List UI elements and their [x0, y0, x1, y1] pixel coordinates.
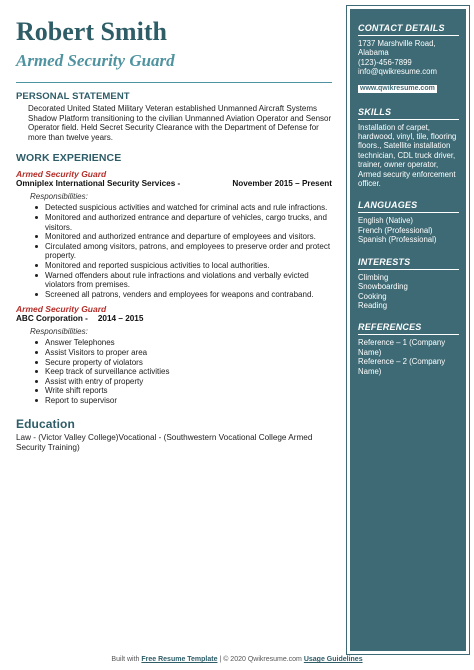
website-link[interactable]: www.qwikresume.com — [360, 84, 435, 92]
contact-section — [358, 23, 459, 95]
footer-copyright: | © 2020 Qwikresume.com — [217, 656, 304, 663]
languages-divider — [358, 212, 459, 213]
job-company-line — [16, 179, 332, 189]
references-title: REFERENCES — [358, 322, 422, 333]
skills-title: SKILLS — [358, 106, 392, 117]
list-item: Monitored and authorized entrance and departure of vehicles, cargo trucks, and visitors. — [45, 213, 332, 232]
candidate-name: Robert Smith — [16, 17, 167, 46]
job-entry — [16, 304, 332, 405]
footer — [0, 655, 474, 664]
list-item: Monitored and authorized entrance and departure of employees and visitors. — [45, 232, 332, 242]
list-item: Screened all patrons, venders and employees for weapons and contraband. — [45, 290, 332, 300]
references-section — [358, 322, 459, 376]
footer-prefix: Built with — [111, 656, 142, 663]
interest-item: Snowboarding — [358, 282, 408, 292]
languages-section — [358, 200, 459, 244]
interest-item: Climbing — [358, 272, 389, 282]
skills-text: Installation of carpet, hardwood, vinyl, tile, flooring floors., Satellite installation technician, CDL truck driver, trainer, owner operator, Armed security enforcement officer. — [358, 122, 457, 189]
language-item: English (Native) — [358, 216, 414, 226]
list-item: Write shift reports — [45, 386, 332, 396]
list-item: Answer Telephones — [45, 338, 332, 348]
free-resume-template-link[interactable]: Free Resume Template — [141, 656, 218, 663]
list-item: Report to supervisor — [45, 396, 332, 406]
list-item: Assist Visitors to proper area — [45, 348, 332, 358]
job-entry — [16, 169, 332, 299]
list-item: Keep track of surveillance activities — [45, 367, 332, 377]
list-item: Circulated among visitors, patrons, and employees to preserve order and protect property. — [45, 241, 331, 261]
language-item: French (Professional) — [358, 225, 433, 235]
personal-statement-section — [16, 91, 332, 142]
job-company: ABC Corporation - — [16, 314, 88, 324]
contact-phone: (123)-456-7899 — [358, 57, 412, 67]
job-title: Armed Security Guard — [16, 304, 107, 315]
main-column — [16, 18, 332, 453]
interest-item: Cooking — [358, 291, 387, 301]
list-item: Secure property of violators — [45, 358, 332, 368]
list-item: Monitored and reported suspicious activities to local authorities. — [45, 261, 332, 271]
contact-address-line: 1737 Marshville Road, — [358, 39, 436, 48]
personal-statement-title: PERSONAL STATEMENT — [16, 91, 130, 102]
list-item: Warned offenders about rule infractions and violations and verbally evicted violators from premises. — [45, 271, 332, 290]
usage-guidelines-link[interactable]: Usage Guidelines — [303, 656, 363, 663]
work-experience-title: WORK EXPERIENCE — [16, 152, 122, 165]
job-company-line — [16, 314, 332, 324]
contact-title: CONTACT DETAILS — [358, 23, 445, 33]
skills-section — [358, 107, 459, 189]
responsibilities-list — [16, 203, 332, 299]
job-title: Armed Security Guard — [16, 169, 107, 180]
job-dates: 2014 – 2015 — [97, 314, 144, 324]
responsibilities-list — [16, 338, 332, 405]
responsibilities-label: Responsibilities: — [30, 327, 88, 337]
interests-title: INTERESTS — [358, 256, 411, 267]
personal-statement-text: Decorated United Stated Military Veteran established Unmanned Aircraft Systems Shadow Platform transitioning to the civilian Unmanned Aviation Operator and Sensor Operator field. Held Secret Security Clearance with the Department of Defense for more than twelve years. — [28, 104, 332, 142]
education-title: Education — [16, 417, 75, 432]
skills-divider — [358, 119, 459, 120]
job-dates: November 2015 – Present — [232, 179, 332, 189]
list-item: Detected suspicious activities and watched for criminal acts and rule infractions. — [45, 203, 332, 213]
list-item: Assist with entry of property — [45, 377, 332, 387]
interests-divider — [358, 269, 459, 270]
education-section — [16, 417, 332, 453]
contact-divider — [358, 35, 459, 36]
reference-item: Reference – 2 (Company Name) — [358, 357, 446, 376]
languages-title: LANGUAGES — [358, 200, 418, 211]
sidebar — [347, 6, 469, 654]
candidate-role: Armed Security Guard — [16, 51, 175, 70]
reference-item: Reference – 1 (Company Name) — [358, 338, 446, 357]
contact-state: Alabama — [358, 48, 389, 58]
responsibilities-label: Responsibilities: — [30, 192, 88, 202]
header-divider — [16, 82, 332, 83]
contact-email[interactable]: info@qwikresume.com — [358, 67, 437, 77]
language-item: Spanish (Professional) — [358, 235, 437, 245]
references-divider — [358, 334, 459, 335]
education-text: Law - (Victor Valley College)Vocational - (Southwestern Vocational College Armed Security Training) — [16, 433, 313, 453]
work-experience-section — [16, 152, 332, 405]
job-company: Omniplex International Security Services - — [16, 179, 181, 189]
interest-item: Reading — [358, 300, 388, 310]
interests-section — [358, 257, 459, 311]
